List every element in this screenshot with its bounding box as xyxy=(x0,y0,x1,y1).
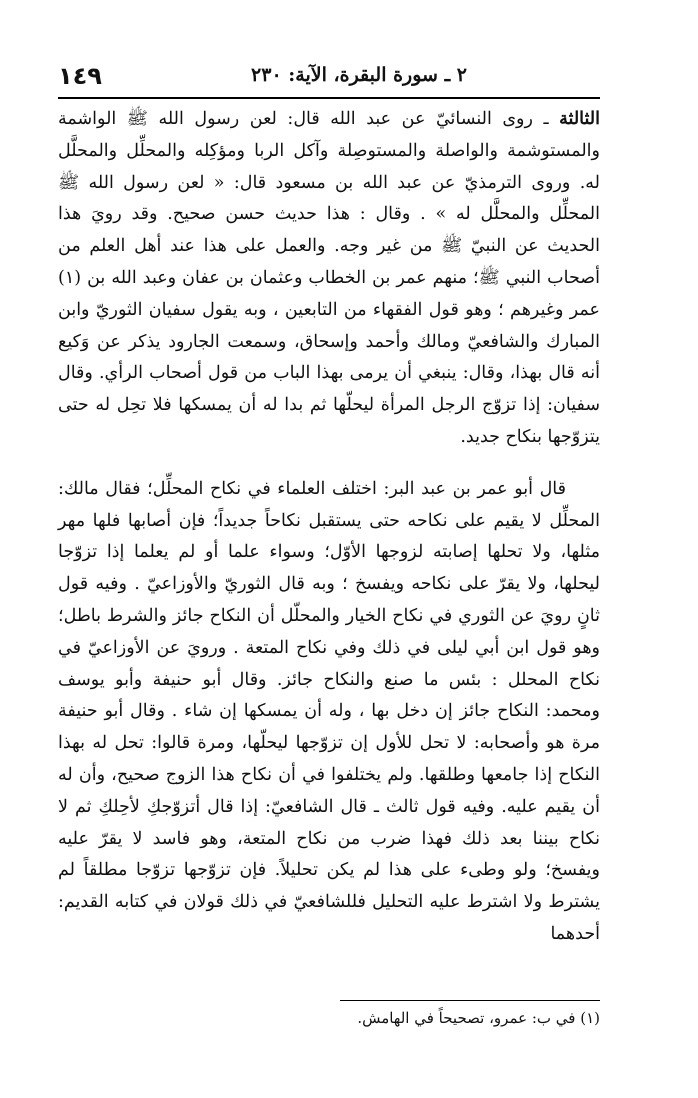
footnote-rule xyxy=(340,1000,600,1001)
footnote: (١) في ب: عمرو، تصحيحاً في الهامش. xyxy=(357,1009,600,1027)
section-lead-word: الثالثة xyxy=(559,109,600,129)
paragraph-2-text: قال أبو عمر بن عبد البر: اختلف العلماء في نكاح المحلِّل؛ فقال مالك: المحلِّل لا يقيم على نكاحه حتى يستقبل نكاحاً جديداً؛ فإن أصابها فلها مهر مثلها، ولا تحلها إصابته لزوجها الأوّل؛ وسواء علما أو لم يعلما إذا تزوّجا ليحلها، ولا يقرّ على نكاحه ويفسخ ؛ وبه قال الثوريّ والأوزاعيّ . وفيه قول ثانٍ رويَ عن الثوري في نكاح الخيار والمحلّل أن النكاح جائز والشرط باطل؛ وهو قول ابن أبي ليلى في ذلك وفي نكاح المتعة . ورويَ عن الأوزاعيّ في نكاح المحلل : بئس ما صنع والنكاح جائز. وقال أبو حنيفة وأبو يوسف ومحمد: النكاح جائز إن دخل بها ، وله أن يمسكها إن شاء . وقال أبو حنيفة مرة هو وأصحابه: لا تحل للأول إن تزوّجها ليحلّها، ومرة قالوا: تحل له بهذا النكاح إذا جامعها وطلقها. ولم يختلفوا في أن نكاح هذا الزوج صحيح، وأن له أن يقيم عليه. وفيه قول ثالث ـ قال الشافعيّ: إذا قال أتزوّجكِ لأحِلكِ ثم لا نكاح بيننا بعد ذلك فهذا ضرب من نكاح المتعة، وهو فاسد لا يقرّ عليه ويفسخ؛ ولو وطىء على هذا لم يكن تحليلاً. فإن تزوّجها تزوّجا مطلقاً لم يشترط ولا اشترط عليه التحليل فللشافعيّ في ذلك قولان في كتابه القديم: أحدهما xyxy=(58,478,600,944)
paragraph-gap xyxy=(58,454,600,474)
main-text xyxy=(58,104,600,951)
paragraph-2 xyxy=(58,474,600,951)
paragraph-1-text: ـ روى النسائيّ عن عبد الله قال: لعن رسول الله ﷺ الواشمة والمستوشمة والواصلة والمستوصِلة وآكل الربا ومؤكِله والمحلِّل والمحلَّل له. وروى الترمذيّ عن عبد الله بن مسعود قال: « لعن رسول الله ﷺ المحلِّل والمحلَّل له » . وقال : هذا حديث حسن صحيح. وقد رويَ هذا الحديث عن النبيّ ﷺ من غير وجه. والعمل على هذا عند أهل العلم من أصحاب النبي ﷺ؛ منهم عمر بن الخطاب وعثمان بن عفان وعبد الله بن (١) عمر وغيرهم ؛ وهو قول الفقهاء من التابعين ، وبه يقول سفيان الثوريّ وابن المبارك والشافعيّ ومالك وأحمد وإسحاق، وسمعت الجارود يذكر عن وَكيع أنه قال بهذا، وقال: ينبغي أن يرمى بهذا الباب من قول أصحاب الرأي. وقال سفيان: إذا تزوّج الرجل المرأة ليحلّها ثم بدا له أن يمسكها فلا تحِل له حتى يتزوّجها بنكاح جديد. xyxy=(58,109,600,447)
header-rule xyxy=(58,97,600,99)
page-header xyxy=(58,60,600,100)
page-number: ١٤٩ xyxy=(58,62,102,90)
paragraph-1 xyxy=(58,104,600,454)
running-title: ٢ ـ سورة البقرة، الآية: ٢٣٠ xyxy=(251,64,467,86)
